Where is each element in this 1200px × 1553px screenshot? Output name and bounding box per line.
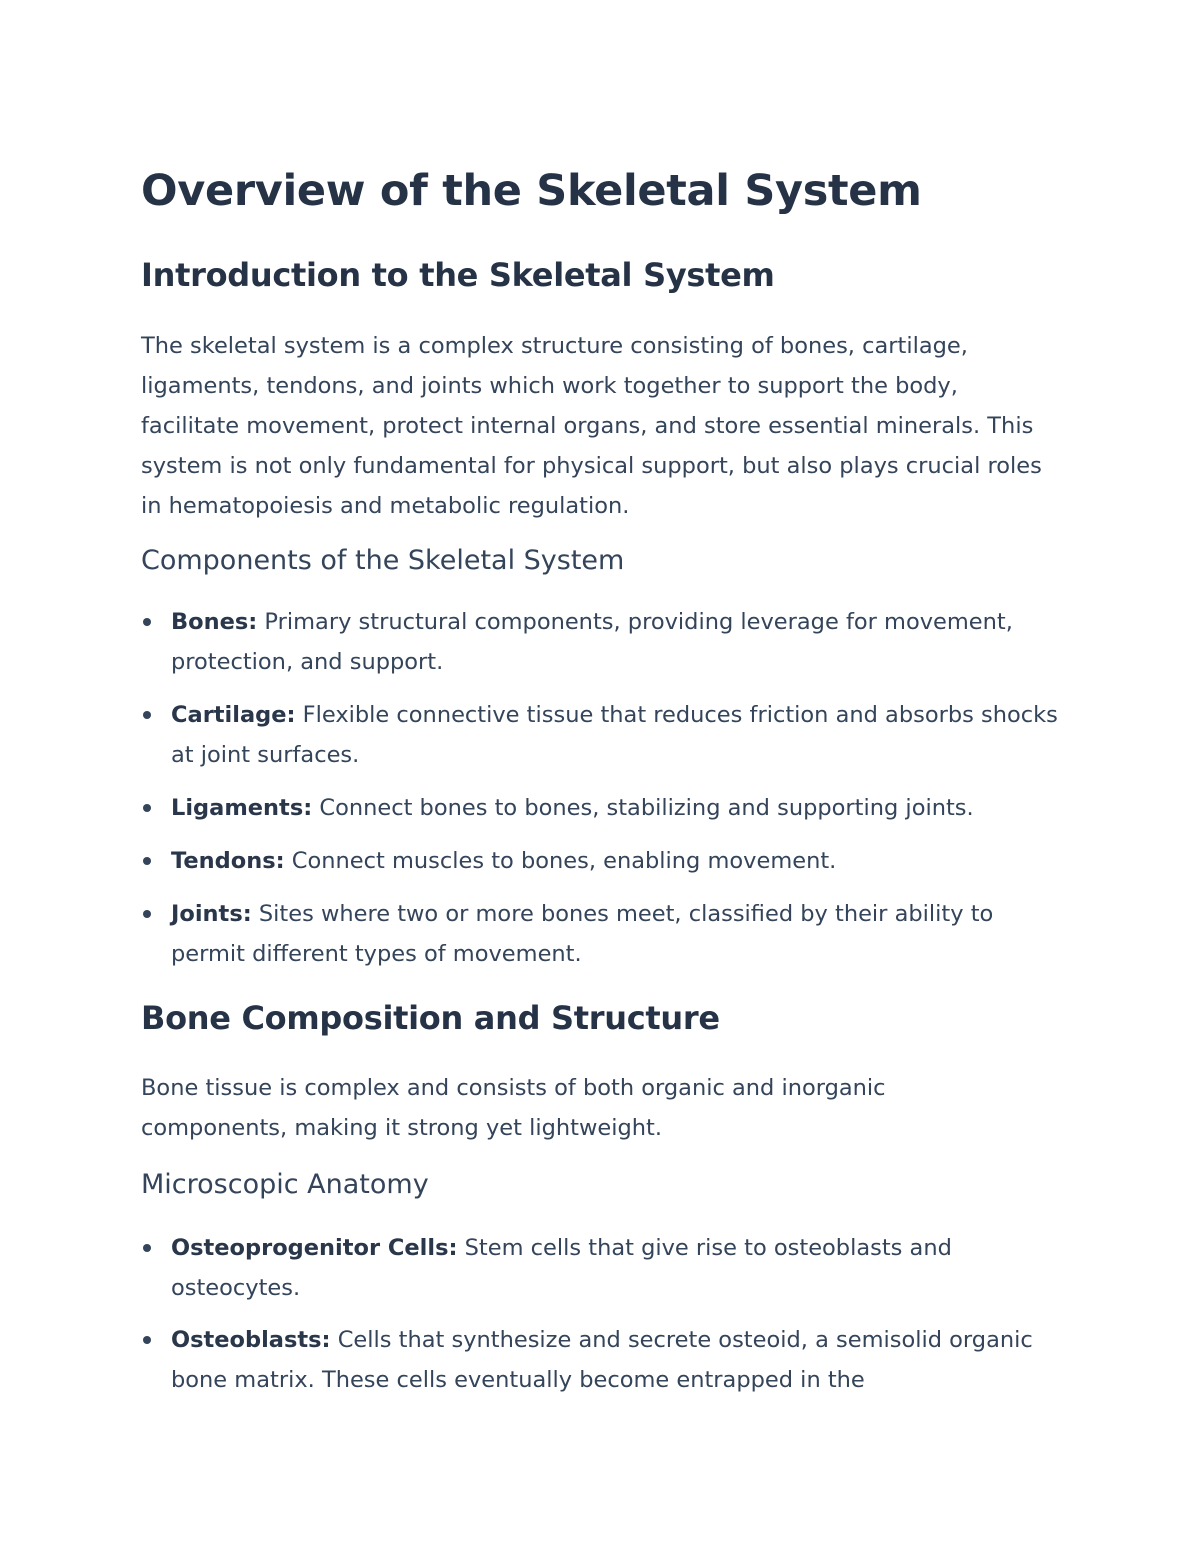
bullet-icon [143,857,151,865]
subheading-microscopic-anatomy: Microscopic Anatomy [141,1169,429,1200]
subheading-components: Components of the Skeletal System [141,545,625,576]
list-item-term: Osteoprogenitor Cells [171,1235,449,1261]
list-item-desc: Primary structural components, providing leverage for movement, protection, and support. [171,609,1013,675]
list-item [141,894,1071,974]
section-heading-introduction: Introduction to the Skeletal System [141,256,775,294]
list-item-desc: Sites where two or more bones meet, classified by their ability to permit different types of movement. [171,901,994,967]
bullet-icon [143,1244,151,1252]
page-title: Overview of the Skeletal System [141,166,922,216]
list-item-desc: Connect muscles to bones, enabling movement. [284,848,837,874]
bullet-icon [143,804,151,812]
list-item-desc: Stem cells that give rise to osteoblasts and osteocytes. [171,1235,952,1301]
list-item [141,841,1071,881]
list-item-sep: : [303,795,313,821]
section-heading-bone-composition: Bone Composition and Structure [141,999,720,1037]
list-item [141,1228,1041,1308]
list-item-term: Osteoblasts [171,1327,322,1353]
bone-composition-paragraph: Bone tissue is complex and consists of both organic and inorganic components, making it strong yet lightweight. [141,1075,886,1141]
list-item [141,788,1071,828]
bullet-icon [143,910,151,918]
components-list [141,602,1071,974]
list-item-desc: Flexible connective tissue that reduces friction and absorbs shocks at joint surfaces. [171,702,1058,768]
list-item-desc: Cells that synthesize and secrete osteoid, a semisolid organic bone matrix. These cells eventually become entrapped in the [171,1327,1033,1393]
list-item-term: Bones [171,609,249,635]
list-item-sep: : [286,702,296,728]
list-item-term: Tendons [171,848,276,874]
list-item-term: Joints [171,901,243,927]
list-item-desc: Connect bones to bones, stabilizing and supporting joints. [312,795,974,821]
bullet-icon [143,618,151,626]
list-item [141,695,1071,775]
bullet-icon [143,711,151,719]
list-item-term: Ligaments [171,795,304,821]
list-item [141,1320,1041,1400]
list-item [141,602,1071,682]
list-item-sep: : [242,901,252,927]
intro-paragraph: The skeletal system is a complex structure consisting of bones, cartilage, ligaments, tendons, and joints which work together to support the body, facilitate movement, protect internal organs, and store essential minerals. This system is not only fundamental for physical support, but also plays crucial roles in hematopoiesis and metabolic regulation. [141,333,1042,519]
list-item-sep: : [321,1327,331,1353]
list-item-sep: : [248,609,258,635]
list-item-term: Cartilage [171,702,287,728]
microscopic-anatomy-list [141,1228,1041,1400]
bullet-icon [143,1336,151,1344]
list-item-sep: : [275,848,285,874]
list-item-sep: : [448,1235,458,1261]
